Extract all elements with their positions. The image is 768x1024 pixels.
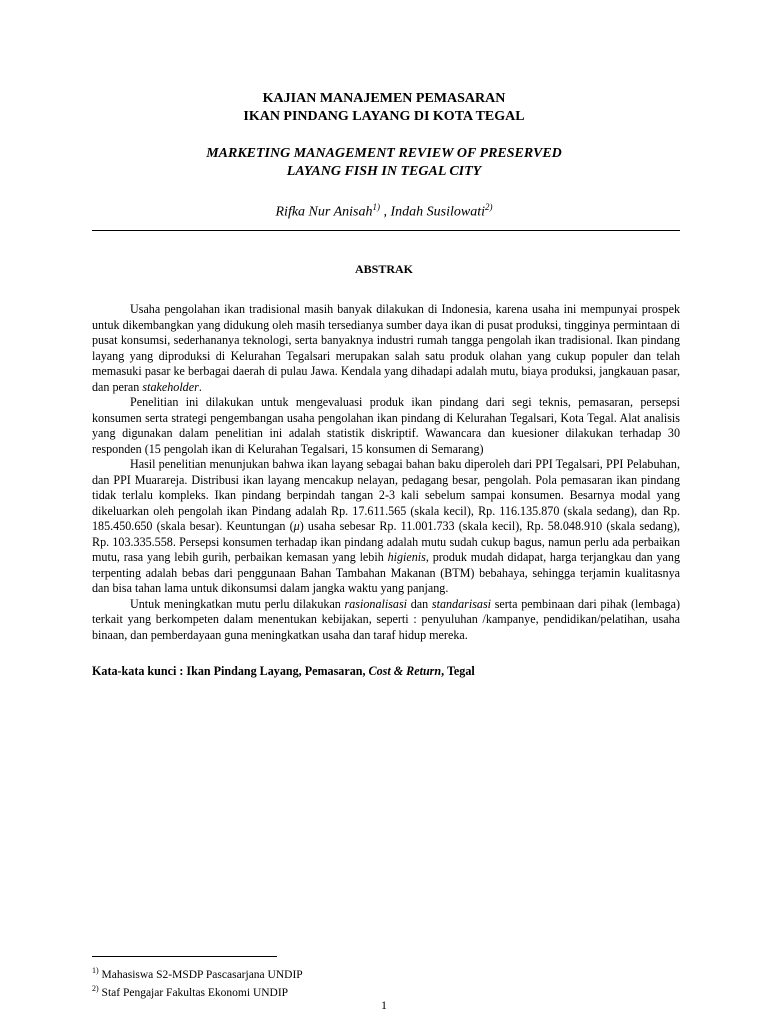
abstract-p4-italic-1: rasionalisasi: [344, 596, 408, 611]
abstract-paragraph-2: Penelitian ini dilakukan untuk mengevaluasi produk ikan pindang dari segi teknis, pemasaran, persepsi konsumen serta strategi pengembangan usaha pengolahan ikan pindang di Kelurahan Tegalsari, Kota Tegal. Alat analisis yang digunakan dalam penelitian ini adalah statistik diskriptif. Wawancara dan kuesioner dilakukan terhadap 30 responden (15 pengolah ikan di Kelurahan Tegalsari, 15 konsumen di Semarang): [92, 395, 680, 456]
abstract-p1-italic: stakeholder: [142, 379, 199, 394]
footnote-2: [92, 982, 303, 1000]
abstract-body: [92, 302, 680, 643]
abstract-p4-italic-2: standarisasi: [431, 596, 492, 611]
author-separator: ,: [379, 204, 391, 220]
abstract-p3-text-a: Hasil penelitian menunjukan bahwa ikan layang sebagai bahan baku diperoleh dari PPI Tegalsari, PPI Pelabuhan, dan PPI Muararejа. Distribusi ikan layang mencakup nelayan, pedagang besar, pengolah. Pola pemasaran ikan pindang tidak terlalu kompleks. Ikan pindang berpindah tangan 2-3 kali sebelum sampai konsumen. Besarnya modal yang dikeluarkan oleh pengolah ikan Pindang adalah Rp. 17.611.565 (skala kecil), Rp. 116.135.870 (skala sedang), dan Rp. 185.450.650 (skala besar). Keuntungan (: [92, 457, 680, 533]
footnote-1-mark: 1): [92, 966, 99, 975]
abstract-paragraph-4: [92, 597, 680, 644]
keywords-line: [92, 664, 680, 679]
abstract-paragraph-1: [92, 302, 680, 395]
english-title: [0, 145, 768, 181]
abstract-paragraph-3: [92, 457, 680, 597]
footnote-2-mark: 2): [92, 983, 99, 993]
footnote-divider: [92, 956, 277, 957]
footnote-1: [92, 964, 303, 982]
abstract-p4-text-c: serta pembinaan dari pihak (lembaga) terkait yang berkompeten dalam menentukan kebijakan, seperti : penyuluhan /kampanye, pendidikan/pelatihan, usaha binaan, dan pemberdayaan guna meningkatkan usaha dan taraf hidup mereka.: [92, 596, 680, 642]
abstract-p3-italic: higienis: [387, 550, 426, 564]
abstract-p3-mu-symbol: μ: [293, 519, 300, 533]
abstract-p4-text-b: dan: [407, 596, 432, 611]
footnotes: [92, 964, 303, 1000]
author-2: Indah Susilowati: [390, 204, 485, 220]
abstract-p1-text: Usaha pengolahan ikan tradisional masih banyak dilakukan di Indonesia, karena usaha ini mempunyai prospek untuk dikembangkan yang didukung oleh masih tersedianya sumber daya ikan di pusat produksi, tingginya permintaan di pusat konsumsi, sederhananya teknologi, serta banyaknya industri rumah tangga pengolah ikan tradisional. Ikan pindang layang yang diproduksi di Kelurahan Tegalsari merupakan salah satu produk olahan yang cukup populer dan telah memasuki pasar ke berbagai daerah di pulau Jawa. Kendala yang dihadapi adalah mutu, biaya produksi, jangkauan pasar, dan peran: [92, 302, 680, 394]
abstract-p1-end: .: [198, 379, 202, 394]
keywords-text-a: Kata-kata kunci : Ikan Pindang Layang, Pemasaran,: [92, 664, 369, 678]
abstract-p3-text-c: , produk mudah didapat, harga terjangkau dan yang terpenting adalah bebas dari penggunaan Bahan Tambahan Makanan (BTM) bebahaya, sehingga terjamin kualitasnya dan bisa tahan lama untuk dikonsumsi dalam jangka waktu yang panjang.: [92, 550, 680, 595]
abstract-p3-text-b: ) usaha sebesar Rp. 11.001.733 (skala kecil), Rp. 58.048.910 (skala sedang), Rp. 103.335.558. Persepsi konsumen terhadap ikan pindang adalah mutu sudah cukup bagus, namun perlu ada perbaikan mutu, rasa yang lebih gurih, perbaikan kemasan yang lebih: [92, 519, 680, 564]
author-list: [0, 198, 768, 222]
abstract-p4-text-a: Untuk meningkatkan mutu perlu dilakukan: [130, 596, 345, 611]
abstract-heading: [0, 262, 768, 277]
author-1: Rifka Nur Anisah: [275, 204, 373, 220]
english-title-line-1: MARKETING MANAGEMENT REVIEW OF PRESERVED: [206, 146, 562, 161]
author-2-footnote-mark: 2): [484, 202, 493, 212]
paper-title: [0, 90, 768, 126]
english-title-line-2: LAYANG FISH IN TEGAL CITY: [286, 164, 482, 179]
header-divider: [92, 230, 680, 231]
keywords-text-b: , Tegal: [441, 664, 475, 678]
footnote-2-text: Staf Pengajar Fakultas Ekonomi UNDIP: [98, 986, 289, 999]
page-number: 1: [381, 998, 387, 1012]
title-line-2: IKAN PINDANG LAYANG DI KOTA TEGAL: [243, 109, 525, 124]
title-line-1: KAJIAN MANAJEMEN PEMASARAN: [262, 91, 506, 106]
author-1-footnote-mark: 1): [372, 202, 380, 212]
abstract-heading-text: ABSTRAK: [354, 262, 413, 276]
footnote-1-text: Mahasiswa S2-MSDP Pascasarjana UNDIP: [98, 968, 303, 981]
keywords-italic: Cost & Return: [368, 664, 442, 678]
